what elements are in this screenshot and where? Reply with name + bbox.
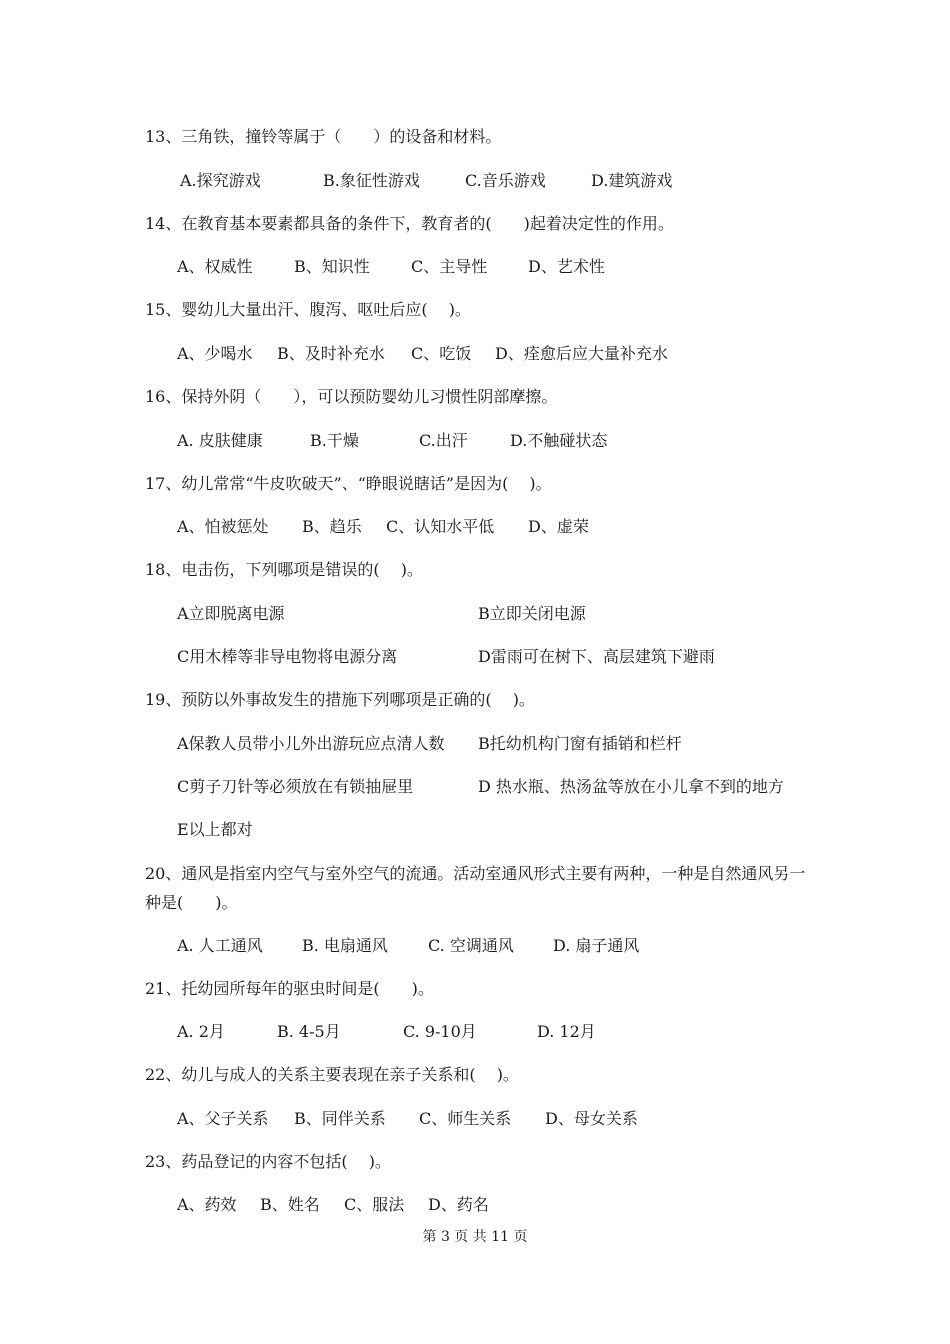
question-17-option-c: C、认知水平低 bbox=[386, 517, 495, 536]
question-22-option-d: D、母女关系 bbox=[545, 1109, 638, 1128]
question-23-stem: 23、药品登记的内容不包括( )。 bbox=[145, 1152, 391, 1171]
question-17-option-a: A、怕被惩处 bbox=[177, 517, 269, 536]
question-14-option-a: A、权威性 bbox=[177, 257, 253, 276]
question-13-option-c: C.音乐游戏 bbox=[465, 171, 546, 190]
question-21-option-d: D. 12月 bbox=[537, 1022, 596, 1041]
question-18-option-a: A立即脱离电源 bbox=[177, 604, 285, 623]
question-21-option-c: C. 9-10月 bbox=[403, 1022, 477, 1041]
question-16-option-c: C.出汗 bbox=[419, 431, 468, 450]
question-19-option-b: B托幼机构门窗有插销和栏杆 bbox=[478, 734, 682, 753]
question-23-option-d: D、药名 bbox=[428, 1195, 489, 1214]
question-23-option-a: A、药效 bbox=[177, 1195, 237, 1214]
question-15-option-a: A、少喝水 bbox=[177, 344, 253, 363]
question-19-option-c: C剪子刀针等必须放在有锁抽屉里 bbox=[177, 777, 414, 796]
question-21-option-b: B. 4-5月 bbox=[277, 1022, 341, 1041]
question-16-stem: 16、保持外阴（ ），可以预防婴幼儿习惯性阴部摩擦。 bbox=[145, 387, 558, 406]
question-18-option-c: C用木棒等非导电物将电源分离 bbox=[177, 647, 398, 666]
question-20-option-c: C. 空调通风 bbox=[428, 936, 514, 955]
question-15-option-d: D、痊愈后应大量补充水 bbox=[495, 344, 668, 363]
question-20-option-b: B. 电扇通风 bbox=[302, 936, 388, 955]
question-22-option-c: C、师生关系 bbox=[419, 1109, 512, 1128]
question-14-option-d: D、艺术性 bbox=[528, 257, 605, 276]
question-13-option-d: D.建筑游戏 bbox=[591, 171, 673, 190]
question-18-option-b: B立即关闭电源 bbox=[478, 604, 586, 623]
question-14-stem: 14、在教育基本要素都具备的条件下，教育者的( )起着决定性的作用。 bbox=[145, 214, 674, 233]
question-22-option-b: B、同伴关系 bbox=[294, 1109, 386, 1128]
question-19-option-d: D 热水瓶、热汤盆等放在小儿拿不到的地方 bbox=[478, 777, 784, 796]
question-22-option-a: A、父子关系 bbox=[177, 1109, 269, 1128]
question-22-stem: 22、幼儿与成人的关系主要表现在亲子关系和( )。 bbox=[145, 1065, 519, 1084]
question-20-option-a: A. 人工通风 bbox=[177, 936, 263, 955]
question-18-option-d: D雷雨可在树下、高层建筑下避雨 bbox=[478, 647, 715, 666]
question-19-stem: 19、预防以外事故发生的措施下列哪项是正确的( )。 bbox=[145, 690, 535, 709]
question-19-option-a: A保教人员带小儿外出游玩应点清人数 bbox=[177, 734, 445, 753]
question-15-option-b: B、及时补充水 bbox=[277, 344, 385, 363]
question-13-option-a: A.探究游戏 bbox=[180, 171, 261, 190]
question-19-option-e: E以上都对 bbox=[177, 820, 253, 839]
page-number-footer: 第 3 页 共 11 页 bbox=[422, 1229, 528, 1245]
question-23-option-b: B、姓名 bbox=[260, 1195, 320, 1214]
question-16-option-a: A. 皮肤健康 bbox=[177, 431, 263, 450]
question-16-option-d: D.不触碰状态 bbox=[510, 431, 608, 450]
question-20-option-d: D. 扇子通风 bbox=[553, 936, 640, 955]
question-15-stem: 15、婴幼儿大量出汗、腹泻、呕吐后应( )。 bbox=[145, 300, 471, 319]
question-15-option-c: C、吃饭 bbox=[411, 344, 472, 363]
question-20-stem: 20、通风是指室内空气与室外空气的流通。活动室通风形式主要有两种，一种是自然通风另一种是( )。 bbox=[145, 864, 806, 912]
question-18-stem: 18、电击伤，下列哪项是错误的( )。 bbox=[145, 560, 423, 579]
question-21-option-a: A. 2月 bbox=[177, 1022, 225, 1041]
question-16-option-b: B.干燥 bbox=[310, 431, 359, 450]
question-14-option-c: C、主导性 bbox=[411, 257, 488, 276]
question-13-stem: 13、三角铁，撞铃等属于（ ）的设备和材料。 bbox=[145, 127, 502, 146]
question-17-option-d: D、虚荣 bbox=[528, 517, 589, 536]
question-17-stem: 17、幼儿常常“牛皮吹破天”、“睁眼说瞎话”是因为( )。 bbox=[145, 474, 552, 493]
question-17-option-b: B、趋乐 bbox=[302, 517, 362, 536]
question-21-stem: 21、托幼园所每年的驱虫时间是( )。 bbox=[145, 979, 434, 998]
question-23-option-c: C、服法 bbox=[344, 1195, 405, 1214]
question-14-option-b: B、知识性 bbox=[294, 257, 370, 276]
question-13-option-b: B.象征性游戏 bbox=[323, 171, 420, 190]
